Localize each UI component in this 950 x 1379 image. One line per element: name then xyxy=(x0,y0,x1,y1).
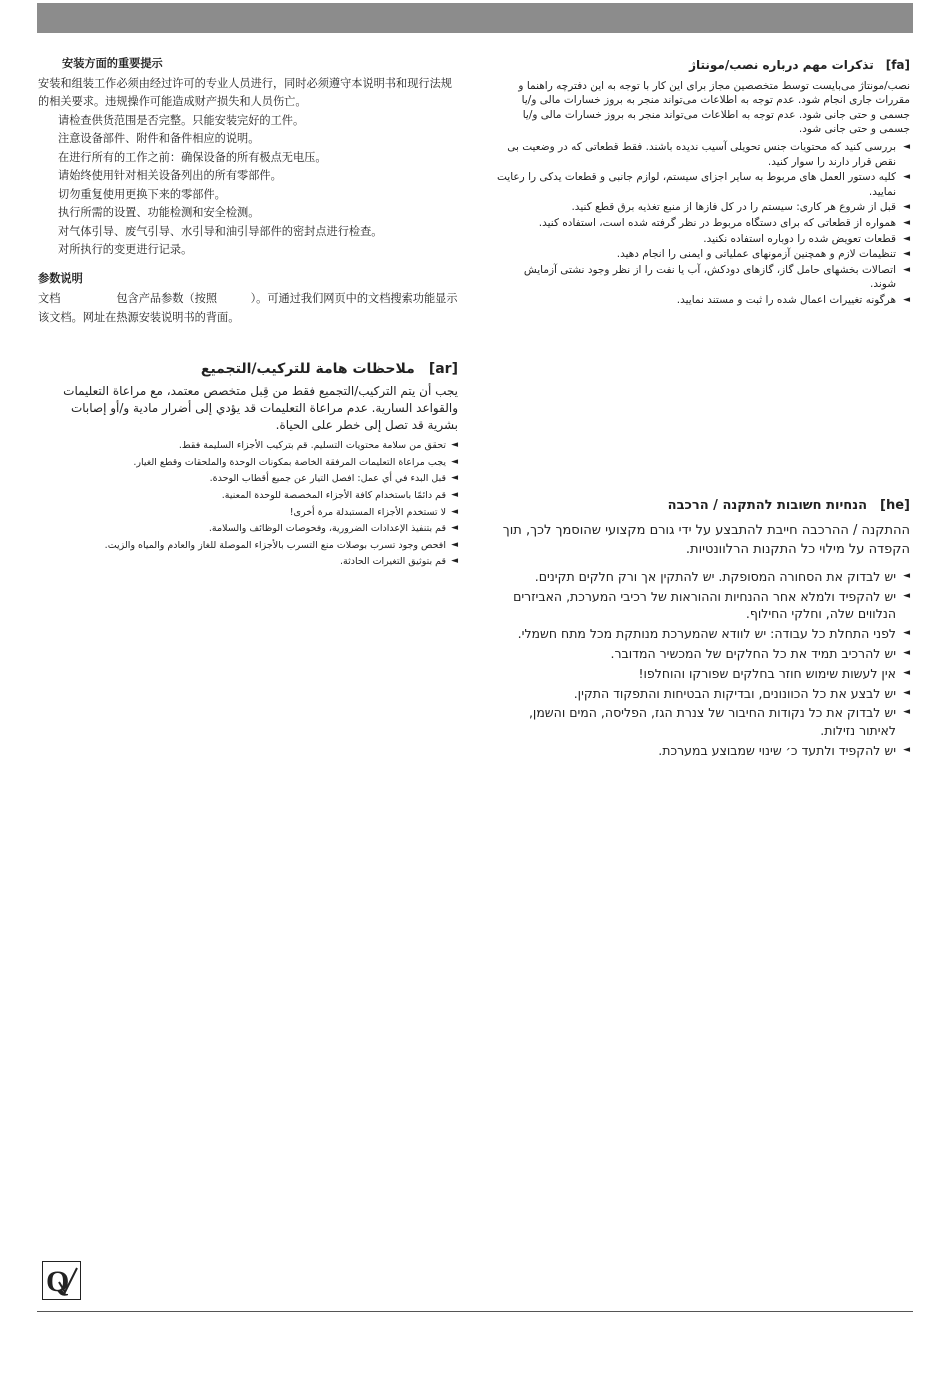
list-item: ◄ کلیه دستور العمل های مربوط به سایر اجزای سیستم، لوازم جانبی و قطعات یدکی را رعایت نمایید. xyxy=(496,171,910,198)
list-item: 切勿重复使用更换下来的零部件。 xyxy=(58,187,226,201)
list-item: ◄ اتصالات بخشهای حامل گاز، گازهای دودکش، آب یا نفت را از نظر وجود نشتی آزمایش شوند. xyxy=(523,263,910,291)
arrow-bullet-icon: ◄ xyxy=(451,506,458,517)
arrow-bullet-icon: ◄ xyxy=(451,556,458,567)
list-item: ◄ יש לבצע את כל הכוונונים, ובדיקות הבטיחות והתפקוד התקין. xyxy=(573,685,910,701)
ar-title: [ar] ملاحظات هامة للتركيب/التجميع xyxy=(200,361,458,377)
arrow-bullet-icon: ◄ xyxy=(451,489,458,500)
list-item: ◄ تنظیمات لازم و همچنین آزمونهای عملیاتی و ایمنی را انجام دهید. xyxy=(616,248,910,261)
arrow-bullet-icon: ◄ xyxy=(903,202,910,213)
list-item: 在进行所有的工作之前：确保设备的所有极点无电压。 xyxy=(58,150,327,164)
section-fa xyxy=(495,58,910,309)
arrow-bullet-icon: ◄ xyxy=(451,539,458,550)
zh-params-heading: 参数说明 xyxy=(38,271,83,285)
arrow-bullet-icon: ◄ xyxy=(903,233,910,244)
he-intro: ההתקנה / ההרכבה חייבת להתבצע על ידי גורם מקצועי שהוסמך לכך, תוך הקפדה על מילוי כל התקנות הרלוונטיות. xyxy=(502,522,910,557)
list-item: 对气体引导、废气引导、水引导和油引导部件的密封点进行检查。 xyxy=(58,224,383,238)
list-item: ◄ יש להקפיד ולתעד כ׳ שינוי שמבוצע במערכת. xyxy=(658,742,910,758)
arrow-bullet-icon: ◄ xyxy=(903,217,910,228)
footer-divider xyxy=(37,1311,913,1312)
zh-intro: 安装和组装工作必须由经过许可的专业人员进行，同时必须遵守本说明书和现行法规的相关要求。违规操作可能造成财产损失和人员伤亡。 xyxy=(38,76,452,108)
arrow-bullet-icon: ◄ xyxy=(903,707,910,718)
list-item: ◄ يجب مراعاة التعليمات المرفقة الخاصة بمكونات الوحدة والملحقات وقطع الغيار. xyxy=(38,455,458,471)
he-title: [he] הנחיות חשובות להתקנה / הרכבה xyxy=(667,498,910,513)
list-item: ◄ بررسی کنید که محتویات جنس تحویلی آسیب ندیده باشند. فقط قطعاتی که در وضعیت بی نقص قرار دارند را سوار کنید. xyxy=(507,140,910,168)
svg-text:Q: Q xyxy=(46,1265,70,1298)
list-item: ◄ لا تستخدم الأجزاء المستبدلة مرة أخرى! xyxy=(38,505,458,521)
fa-intro: نصب/مونتاژ می‌بایست توسط متخصصین مجاز برای این کار با توجه به این دفترچه راهنما و مقررات جاری انجام شود. عدم توجه به اطلاعات می‌تواند منجر به بروز خسارات مالی و/یا جسمی و حتی جانی شود. عدم توجه به اطلاعات می‌تواند منجر به بروز خسارات مالی و/یا جسمی و حتی جانی شود. xyxy=(518,79,910,136)
list-item: ◄ قم بتوثيق التغيرات الحادثة. xyxy=(38,554,458,570)
list-item: ◄ هرگونه تغییرات اعمال شده را ثبت و مستند نمایید. xyxy=(676,293,910,306)
header-bar xyxy=(37,3,913,33)
list-item: 请始终使用针对相关设备列出的所有零部件。 xyxy=(58,169,282,182)
list-item: 请检查供货范围是否完整。只能安装完好的工件。 xyxy=(58,113,305,127)
arrow-bullet-icon: ◄ xyxy=(903,667,910,678)
list-item: ◄ قم بتنفيذ الإعدادات الضرورية، وفحوصات الوظائف والسلامة. xyxy=(38,521,458,537)
arrow-bullet-icon: ◄ xyxy=(903,294,910,305)
section-he xyxy=(495,497,910,762)
list-item: ◄ افحص وجود تسرب بوصلات منع التسرب بالأجزاء الموصلة للغاز والعادم والمياه والزيت. xyxy=(38,538,458,554)
list-item: 执行所需的设置、功能检测和安全检测。 xyxy=(58,206,260,219)
section-zh xyxy=(38,55,458,327)
zh-params-text: 文档 包含产品参数（按照 ）。可通过我们网页中的文档搜索功能显示该文档。网址在热源安装说明书的背面。 xyxy=(38,292,458,324)
arrow-bullet-icon: ◄ xyxy=(903,647,910,658)
list-item: ◄ יש להרכיב תמיד את כל החלקים של המכשיר המדובר. xyxy=(610,645,910,661)
list-item: ◄ אין לעשות שימוש חוזר בחלקים שפורקו והוחלפו! xyxy=(638,665,910,681)
zh-items xyxy=(38,112,458,260)
arrow-bullet-icon: ◄ xyxy=(903,687,910,698)
arrow-bullet-icon: ◄ xyxy=(903,249,910,260)
arrow-bullet-icon: ◄ xyxy=(903,744,910,755)
list-item: ◄ יש לבדוק את כל נקודות החיבור של צנרת הגז, הפליסה, המים והשמן, לאיתור נזילות. xyxy=(528,705,910,739)
arrow-bullet-icon: ◄ xyxy=(903,172,910,183)
list-item: ◄ قطعات تعویض شده را دوباره استفاده نکنید. xyxy=(703,232,910,245)
arrow-bullet-icon: ◄ xyxy=(903,141,910,152)
list-item: ◄ قم دائمًا باستخدام كافة الأجزاء المخصصة للوحدة المعنية. xyxy=(38,488,458,504)
fa-items xyxy=(495,140,910,308)
zh-heading: 安装方面的重要提示 xyxy=(62,57,163,70)
list-item: 注意设备部件、附件和备件相应的说明。 xyxy=(58,132,260,145)
list-item: ◄ قبل البدء في أي عمل: افصل التيار عن جميع أقطاب الوحدة. xyxy=(38,471,458,487)
quality-checkmark-logo-icon xyxy=(42,1261,81,1300)
list-item: ◄ قبل از شروع هر کاری: سیستم را در کل فازها از منبع تغذیه برق قطع کنید. xyxy=(571,201,910,214)
ar-items xyxy=(38,438,458,570)
arrow-bullet-icon: ◄ xyxy=(903,264,910,275)
arrow-bullet-icon: ◄ xyxy=(451,523,458,534)
arrow-bullet-icon: ◄ xyxy=(451,440,458,451)
list-item: ◄ تحقق من سلامة محتويات التسليم. قم بتركيب الأجزاء السليمة فقط. xyxy=(38,438,458,454)
arrow-bullet-icon: ◄ xyxy=(903,570,910,581)
list-item: ◄ יש להקפיד ולמלא אחר ההנחיות וההוראות של רכיבי המערכת, האביזרים הנלווים שלה, וחלקי החילוף. xyxy=(513,588,910,622)
arrow-bullet-icon: ◄ xyxy=(451,473,458,484)
list-item: ◄ همواره از قطعاتی که برای دستگاه مربوط در نظر گرفته شده است، استفاده کنید. xyxy=(538,216,910,229)
arrow-bullet-icon: ◄ xyxy=(451,456,458,467)
section-ar xyxy=(38,362,458,571)
arrow-bullet-icon: ◄ xyxy=(903,590,910,601)
arrow-bullet-icon: ◄ xyxy=(903,628,910,639)
list-item: 对所执行的变更进行记录。 xyxy=(58,243,193,256)
he-items xyxy=(495,568,910,760)
fa-title: [fa] تذکرات مهم درباره نصب/مونتاژ xyxy=(689,58,910,72)
list-item: ◄ יש לבדוק את הסחורה המסופקת. יש להתקין אך ורק חלקים תקינים. xyxy=(534,568,910,584)
list-item: ◄ לפני התחלת כל עבודה: יש לוודא שהמערכת מנותקת מכל מתח חשמלי. xyxy=(517,626,910,642)
ar-intro: يجب أن يتم التركيب/التجميع فقط من قِبل متخصص معتمد، مع مراعاة التعليمات والقواعد السارية. عدم مراعاة التعليمات قد يؤدي إلى أضرار مادية و/أو إصابات بشرية قد تصل إلى خطر على الحياة. xyxy=(63,384,458,433)
